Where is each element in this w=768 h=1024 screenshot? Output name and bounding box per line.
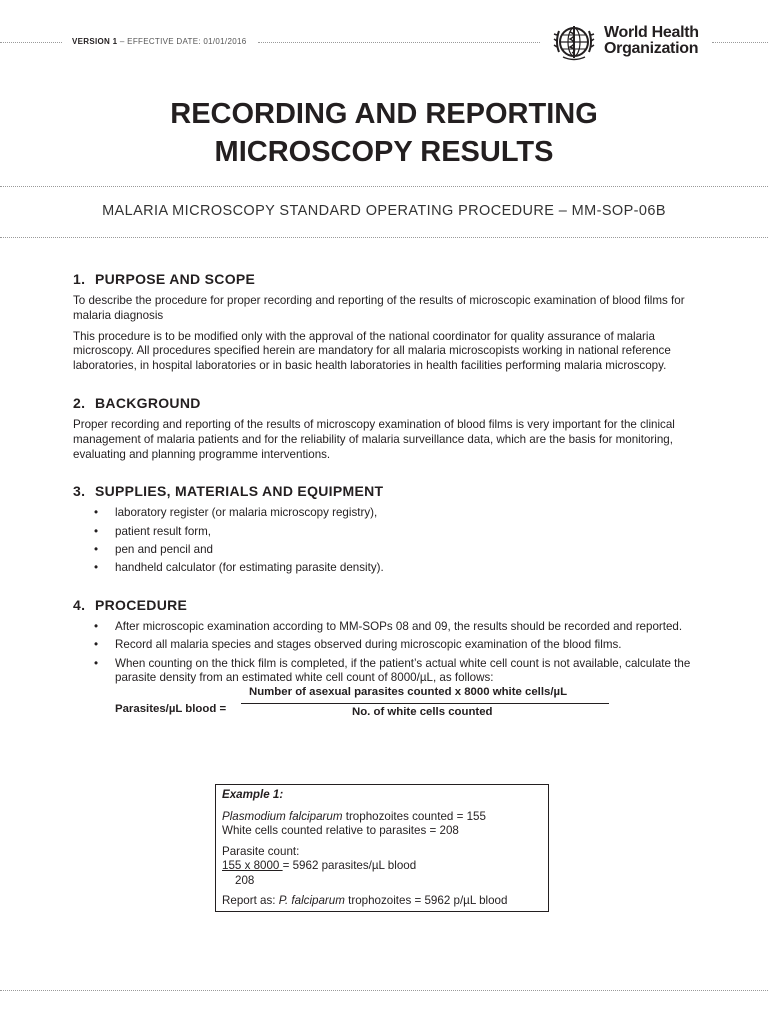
report-suffix: trophozoites = 5962 p/µL blood [344, 894, 508, 907]
section-number: 2. [73, 394, 86, 411]
paragraph: Proper recording and reporting of the results of microscopy examination of blood films is very important for the clinical management of malaria patients and for the reliability of malaria surveillance data, which are the basis for monitoring, evaluating and planning programme interventions. [73, 417, 675, 461]
subtitle-divider [0, 237, 768, 238]
title-divider [0, 186, 768, 187]
formula-lhs: Parasites/µL blood = [115, 703, 227, 716]
footer-divider [0, 990, 768, 991]
document-body [73, 270, 695, 756]
document-subtitle: MALARIA MICROSCOPY STANDARD OPERATING PROCEDURE – MM-SOP-06B [102, 203, 666, 219]
list-item: • laboratory register (or malaria microscopy registry), [115, 506, 695, 521]
example-box [215, 784, 549, 912]
section-number: 4. [73, 597, 86, 614]
parasite-count-label: Parasite count: [222, 844, 300, 858]
document-title [0, 95, 768, 171]
list-item: • pen and pencil and [115, 543, 695, 558]
who-logo-text [604, 25, 699, 57]
list-item: • Record all malaria species and stages observed during microscopic examination of the blood films. [115, 638, 695, 653]
section-heading [73, 482, 695, 500]
section-title: PROCEDURE [95, 597, 188, 614]
trophozoites-count: trophozoites counted = 155 [342, 809, 486, 823]
report-prefix: Report as: [222, 894, 279, 907]
calc-result: = 5962 parasites/µL blood [282, 859, 417, 872]
version-label: VERSION 1 [72, 37, 118, 46]
title-line-2: MICROSCOPY RESULTS [214, 136, 554, 168]
section-heading [73, 596, 695, 614]
procedure-list [73, 620, 695, 686]
header-divider-left [0, 42, 62, 43]
section-heading [73, 270, 695, 288]
header-divider-right [712, 42, 768, 43]
who-emblem-icon [551, 22, 597, 62]
who-logo [551, 22, 701, 62]
section-heading [73, 394, 695, 412]
section-number: 3. [73, 483, 86, 500]
section-supplies [73, 482, 695, 576]
report-species: P. falciparum [278, 894, 345, 907]
formula-numerator: Number of asexual parasites counted x 8000 white cells/µL [249, 686, 568, 699]
version-info [72, 37, 246, 46]
example-trophozoites-line [222, 810, 542, 825]
logo-line-1: World Health [604, 24, 699, 41]
header-divider-middle [258, 42, 540, 43]
species-name: Plasmodium falciparum [222, 809, 343, 823]
effective-date: – EFFECTIVE DATE: 01/01/2016 [117, 37, 247, 46]
logo-line-2: Organization [604, 40, 699, 57]
example-title: Example 1: [222, 788, 284, 801]
section-background [73, 394, 695, 462]
report-line [222, 894, 542, 909]
calc-line [222, 859, 542, 874]
calc-denominator: 208 [235, 873, 255, 887]
calc-numerator: 155 x 8000 [222, 859, 283, 872]
paragraph: To describe the procedure for proper recording and reporting of the results of microscopic examination of blood films for malaria diagnosis [73, 294, 685, 322]
paragraph: This procedure is to be modified only with the approval of the national coordinator for quality assurance of malaria microscopy. All procedures specified herein are mandatory for all malaria microscopists working in national reference laboratories, in hospital laboratories or in basic health laboratories in health facilities performing malaria microscopy. [73, 329, 671, 373]
section-title: BACKGROUND [95, 394, 201, 411]
section-purpose-scope [73, 270, 695, 374]
list-item: • patient result form, [115, 525, 695, 540]
section-number: 1. [73, 271, 86, 287]
title-line-1: RECORDING AND REPORTING [170, 98, 598, 130]
section-title: PURPOSE AND SCOPE [95, 271, 256, 287]
list-item: • After microscopic examination according to MM-SOPs 08 and 09, the results should be recorded and reported. [115, 620, 695, 635]
section-procedure [73, 596, 695, 726]
list-item: • handheld calculator (for estimating parasite density). [115, 561, 695, 576]
formula-denominator: No. of white cells counted [352, 706, 493, 719]
section-title: SUPPLIES, MATERIALS AND EQUIPMENT [95, 483, 384, 500]
supplies-list [73, 506, 695, 576]
fraction-bar [241, 703, 609, 704]
parasite-density-formula [73, 686, 695, 726]
example-white-cells-line: White cells counted relative to parasites = 208 [222, 824, 459, 837]
list-item: • When counting on the thick film is completed, if the patient’s actual white cell count is not available, calculate the parasite density from an estimated white cell count of 8000/µL, as follows: [115, 657, 695, 687]
